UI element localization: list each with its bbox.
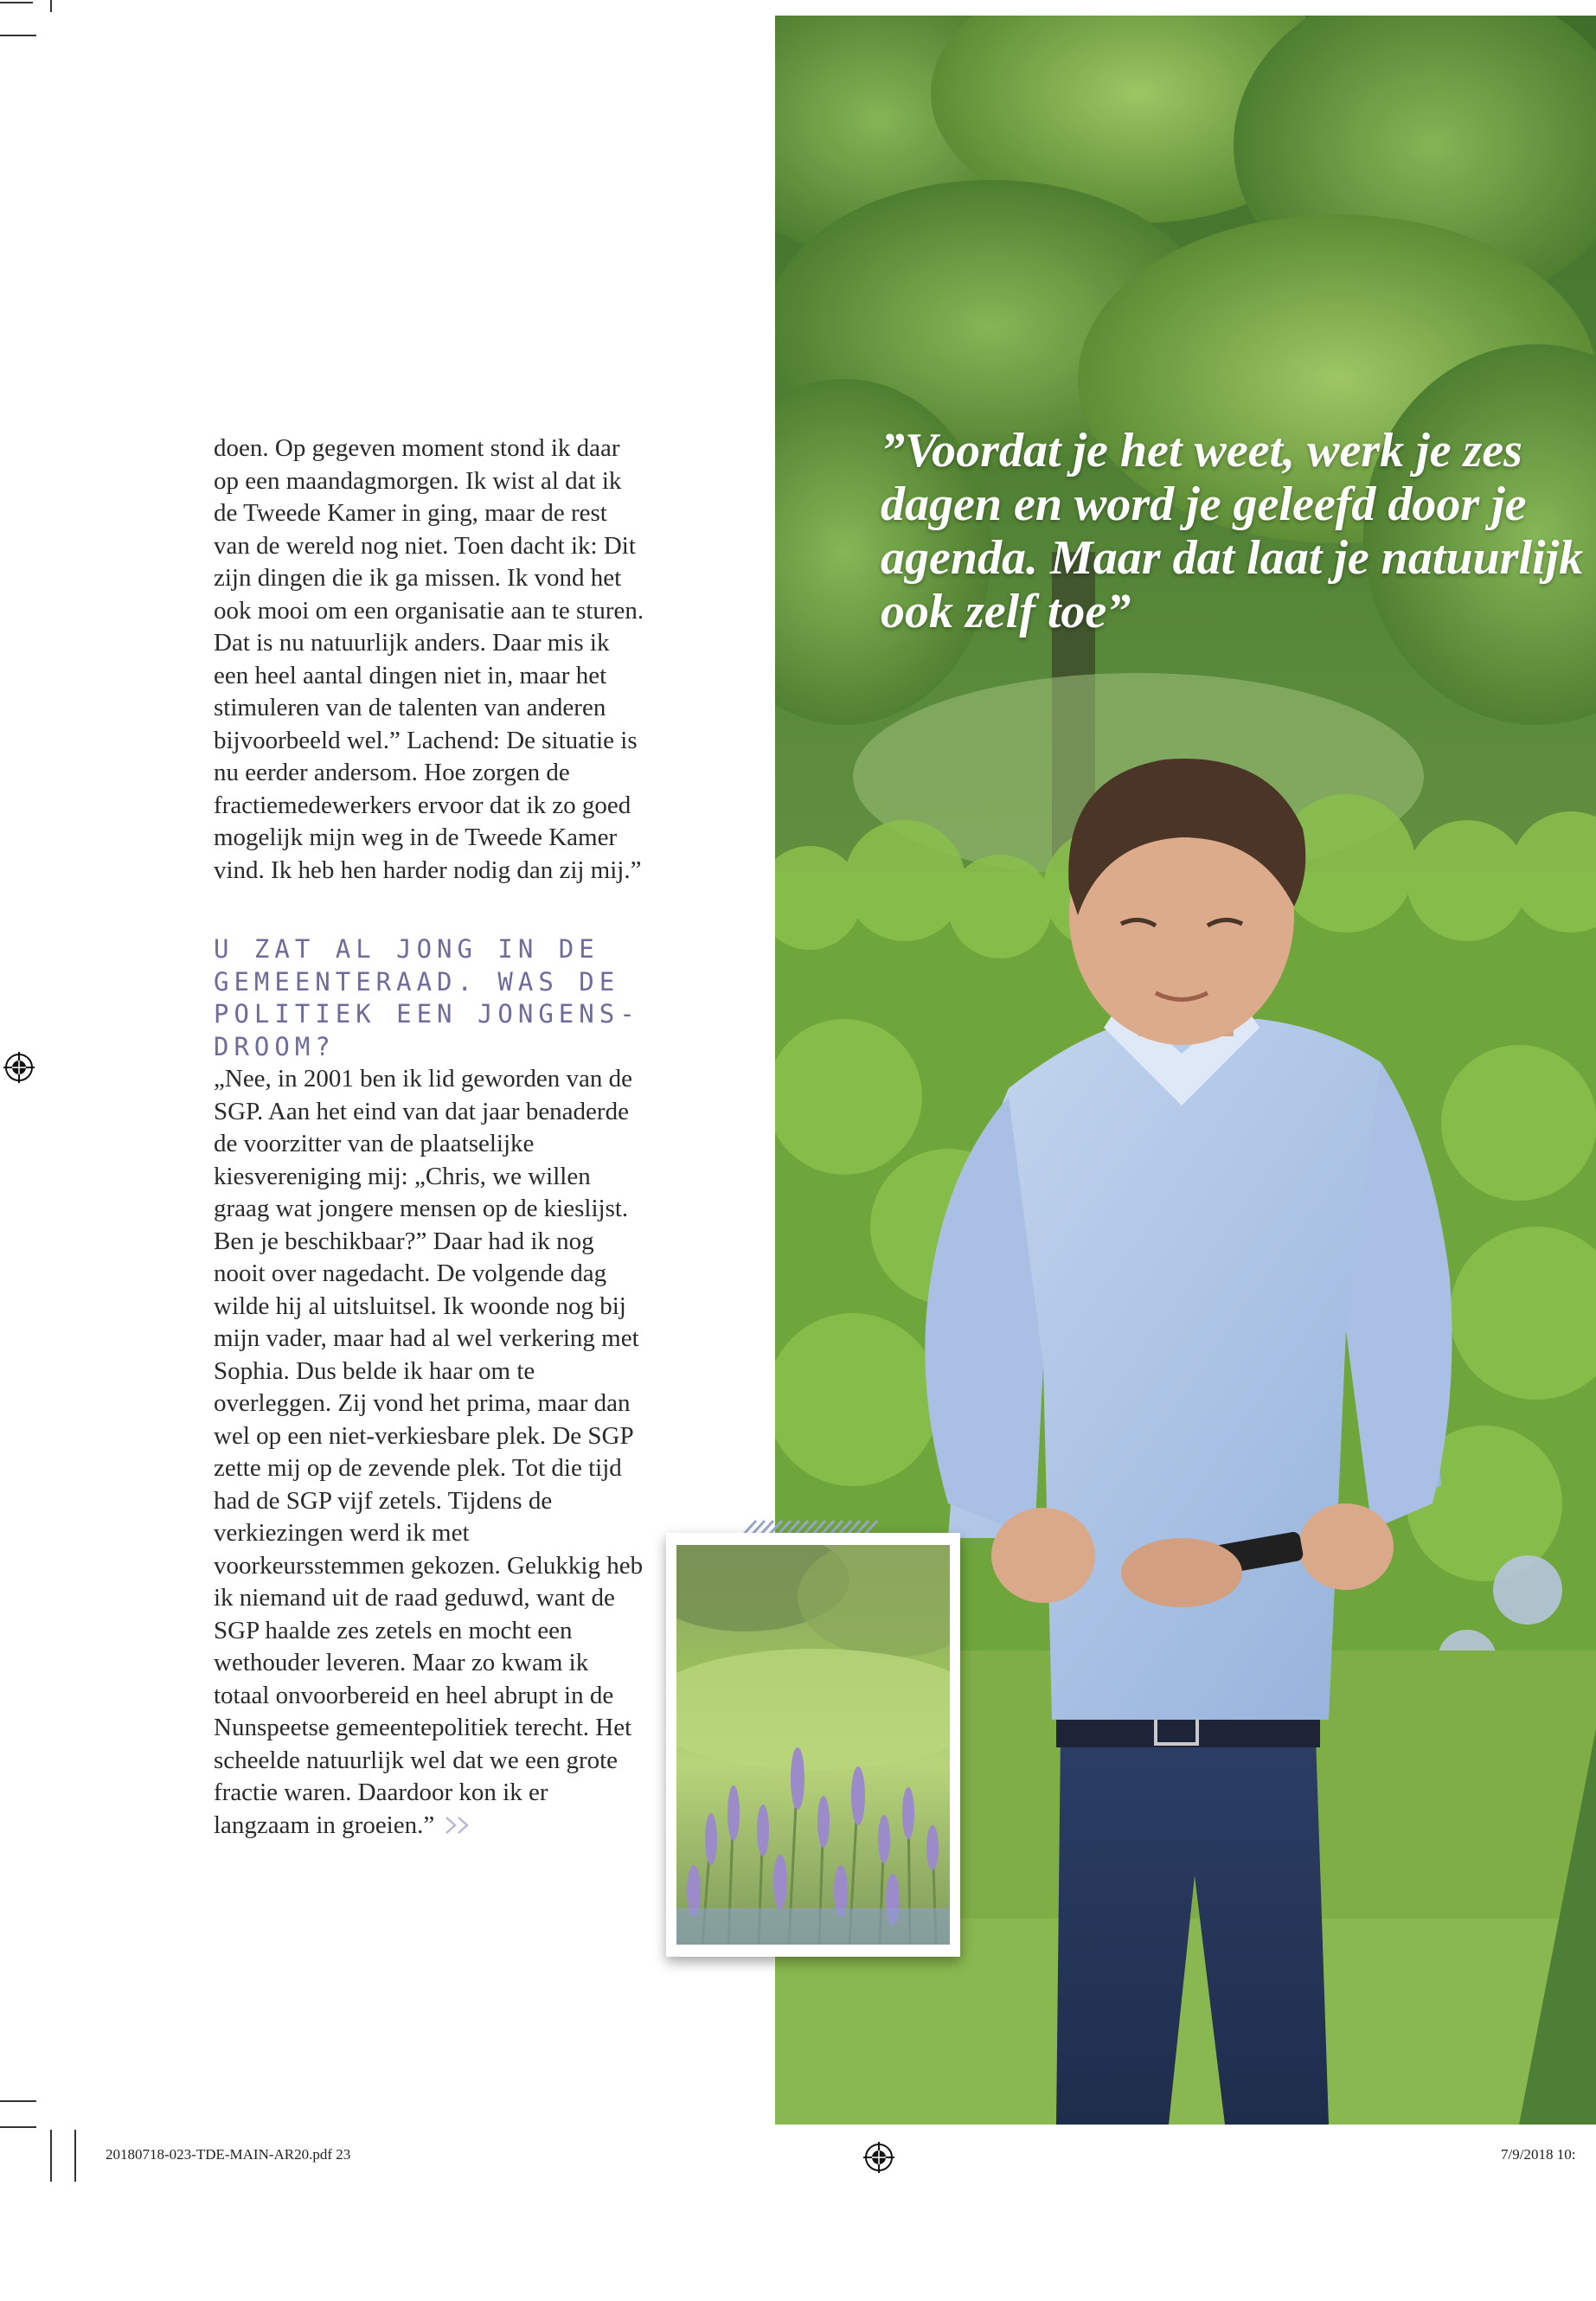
body-paragraph (214, 1063, 646, 1842)
inset-photo-frame (666, 1533, 960, 1957)
double-chevron-right-icon (443, 1815, 476, 1836)
lavender-photo (676, 1545, 950, 1945)
lavender-illustration (676, 1545, 950, 1945)
crop-mark-bottom-left-v (50, 2130, 52, 2182)
footer-date: 7/9/2018 10: (1501, 2146, 1576, 2163)
crop-mark-bottom-left-h (0, 2100, 36, 2102)
question-heading: U ZAT AL JONG IN DE GEMEENTERAAD. WAS DE POLITIEK EEN JONGENS-DROOM? (214, 934, 640, 1061)
article-column (214, 433, 646, 1842)
body-paragraph-text: „Nee, in 2001 ben ik lid geworden van de SGP. Aan het eind van dat jaar benaderde de voorzitter van de plaatselijke kiesvereniging mij: „Chris, we willen graag wat jongere mensen op de kieslijst. Ben je beschikbaar?” Daar had ik nog nooit over nagedacht. De volgende dag wilde hij al uitsluitsel. Ik woonde nog bij mijn vader, maar had al wel verkering met Sophia. Dus belde ik haar om te overleggen. Zij vond het prima, maar dan wel op een niet-verkiesbare plek. De SGP zette mij op de zevende plek. Tot die tijd had de SGP vijf zetels. Tijdens de verkiezingen werd ik met voorkeursstemmen gekozen. Gelukkig heb ik niemand uit de raad geduwd, want de SGP haalde zes zetels en mocht een wethouder leveren. Maar zo kwam ik totaal onvoorbereid en heel abrupt in de Nunspeetse gemeentepolitiek terecht. Het scheelde natuurlijk wel dat we een grote fractie waren. Daardoor kon ik er langzaam in groeien.” (214, 1065, 644, 1839)
footer-file-slug: 20180718-023-TDE-MAIN-AR20.pdf 23 (106, 2146, 351, 2163)
crop-mark-top-left-h (0, 35, 36, 36)
crop-mark-bottom-left-v2 (74, 2130, 76, 2182)
body-paragraph: doen. Op gegeven moment stond ik daar op een maandagmorgen. Ik wist al dat ik de Tweede Kamer in ging, maar de rest van de wereld nog niet. Toen dacht ik: Dit zijn dingen die ik ga missen. Ik vond het ook mooi om een organisatie aan te sturen. Dat is nu natuurlijk anders. Daar mis ik een heel aantal dingen niet in, maar het stimuleren van de talenten van anderen bijvoorbeeld wel.” Lachend: De situatie is nu eerder andersom. Hoe zorgen de fractiemedewerkers ervoor dat ik zo goed mogelijk mijn weg in de Tweede Kamer vind. Ik heb hen harder nodig dan zij mij.” (214, 434, 644, 884)
crop-mark-bottom-left-h2 (0, 2126, 36, 2128)
crosshair-registration-icon (3, 1052, 35, 1083)
crosshair-registration-icon (863, 2142, 894, 2173)
crop-mark-top-left-v (50, 0, 52, 12)
crop-mark-top-left-h2 (0, 2, 33, 3)
pull-quote: ”Voordat je het weet, werk je zes dagen en word je geleefd door je agenda. Maar dat laat je natuurlijk ook zelf toe” (881, 424, 1584, 638)
